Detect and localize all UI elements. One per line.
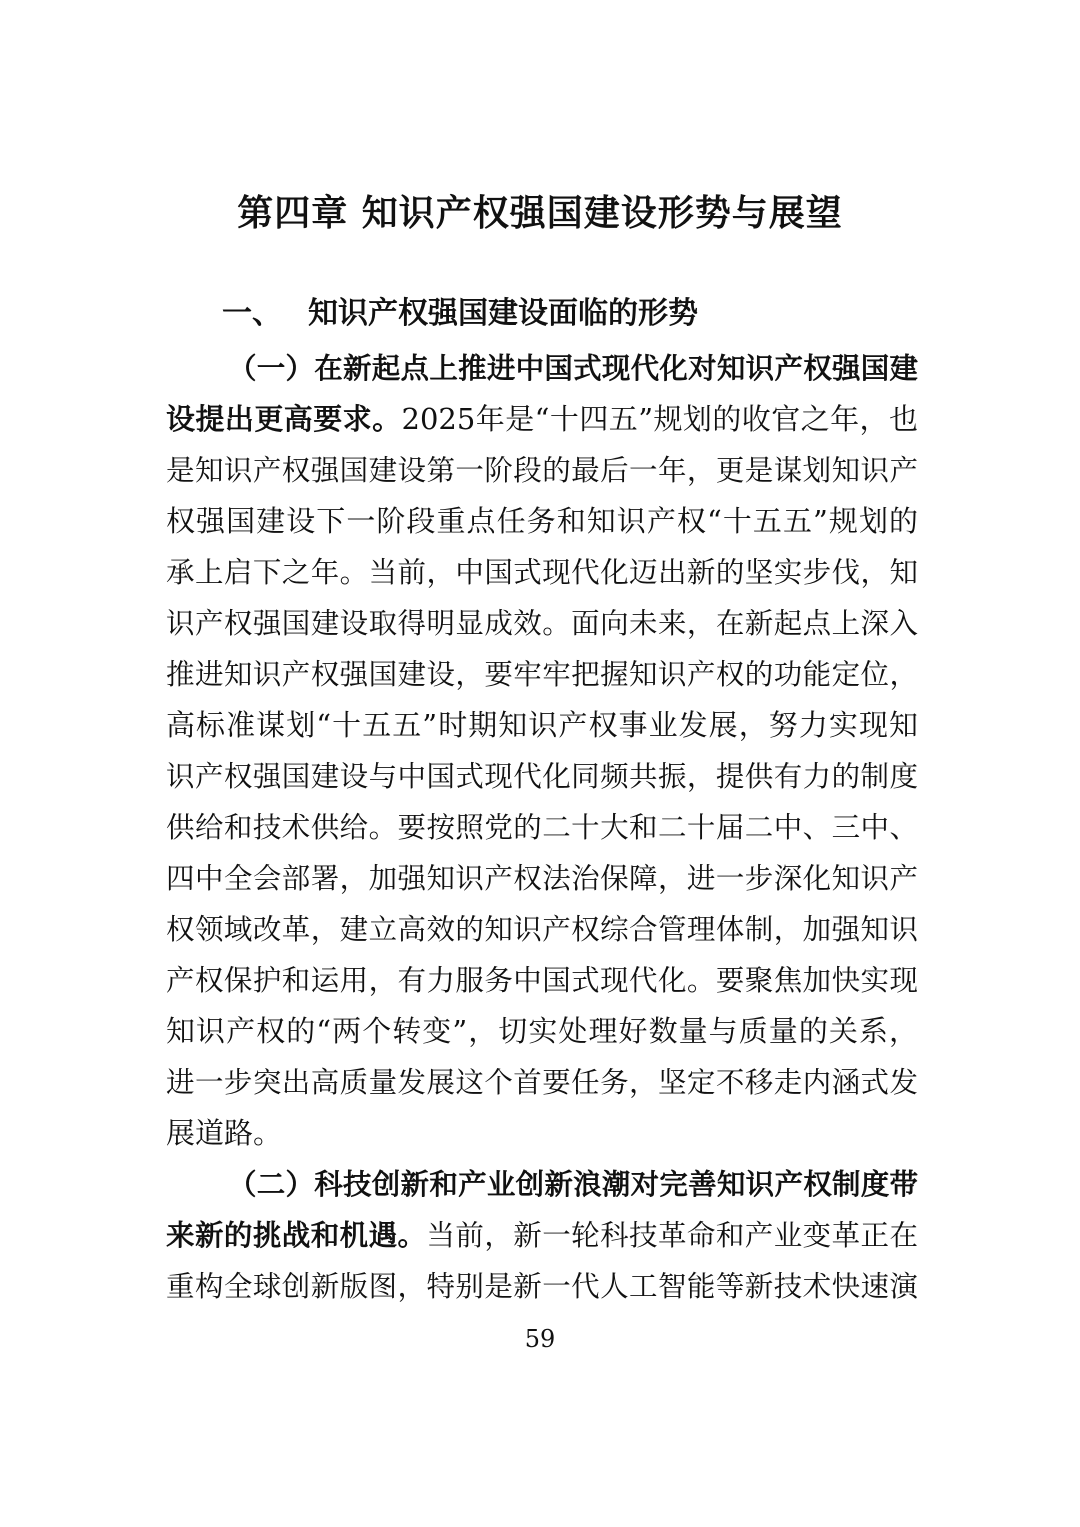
body-text-run: 识产权强国建设取得明显成效。面向未来，在新起点上深入 [166,607,918,640]
text-line [166,1159,918,1210]
text-line [166,955,918,1006]
text-line [166,598,918,649]
text-line [166,904,918,955]
body-text-run: 承上启下之年。当前，中国式现代化迈出新的坚实步伐，知 [166,556,918,589]
text-line [166,343,918,394]
body-text-run: 四中全会部署，加强知识产权法治保障，进一步深化知识产 [166,862,918,895]
text-line [166,1210,918,1261]
bold-lead-text: （二）科技创新和产业创新浪潮对完善知识产权制度带 [228,1167,918,1201]
body-text-run: 产权保护和运用，有力服务中国式现代化。要聚焦加快实现 [166,964,918,997]
text-line [166,700,918,751]
body-text-run: 权强国建设下一阶段重点任务和知识产权“十五五”规划的 [166,504,918,538]
body-text-run: 识产权强国建设与中国式现代化同频共振，提供有力的制度 [166,760,918,793]
bold-lead-text: 设提出更高要求。 [166,402,402,436]
text-line [166,1108,918,1159]
body-text-run: 知识产权的“两个转变”，切实处理好数量与质量的关系， [166,1014,918,1048]
bold-lead-text: （一）在新起点上推进中国式现代化对知识产权强国建 [228,351,918,385]
text-line [166,547,918,598]
bold-lead-text: 来新的挑战和机遇。 [166,1218,427,1252]
section-heading [222,292,698,336]
text-line [166,1057,918,1108]
text-line [166,649,918,700]
body-text-run: 推进知识产权强国建设，要牢牢把握知识产权的功能定位， [166,658,918,691]
body-text-run: 2025年是“十四五”规划的收官之年，也 [401,402,918,436]
body-text-run: 是知识产权强国建设第一阶段的最后一年，更是谋划知识产 [166,454,918,487]
body-text-run: 展道路。 [166,1116,283,1150]
body-text-run: 重构全球创新版图，特别是新一代人工智能等新技术快速演 [166,1270,918,1303]
body-text [166,343,918,1312]
text-line [166,751,918,802]
text-line [166,853,918,904]
body-text-run: 供给和技术供给。要按照党的二十大和二十届二中、三中、 [166,811,918,844]
text-line [166,802,918,853]
section-title: 知识产权强国建设面临的形势 [308,296,698,331]
text-line [166,394,918,445]
body-text-run: 当前，新一轮科技革命和产业变革正在 [426,1219,918,1252]
text-line [166,496,918,547]
text-line [166,1006,918,1057]
body-text-run: 权领域改革，建立高效的知识产权综合管理体制，加强知识 [166,913,918,946]
text-line [166,445,918,496]
body-text-run: 高标准谋划“十五五”时期知识产权事业发展，努力实现知 [166,708,918,742]
section-number: 一、 [222,296,282,331]
page-number: 59 [524,1325,556,1353]
chapter-title: 第四章 知识产权强国建设形势与展望 [237,192,843,234]
body-text-run: 进一步突出高质量发展这个首要任务，坚定不移走内涵式发 [166,1066,918,1099]
text-line [166,1261,918,1312]
